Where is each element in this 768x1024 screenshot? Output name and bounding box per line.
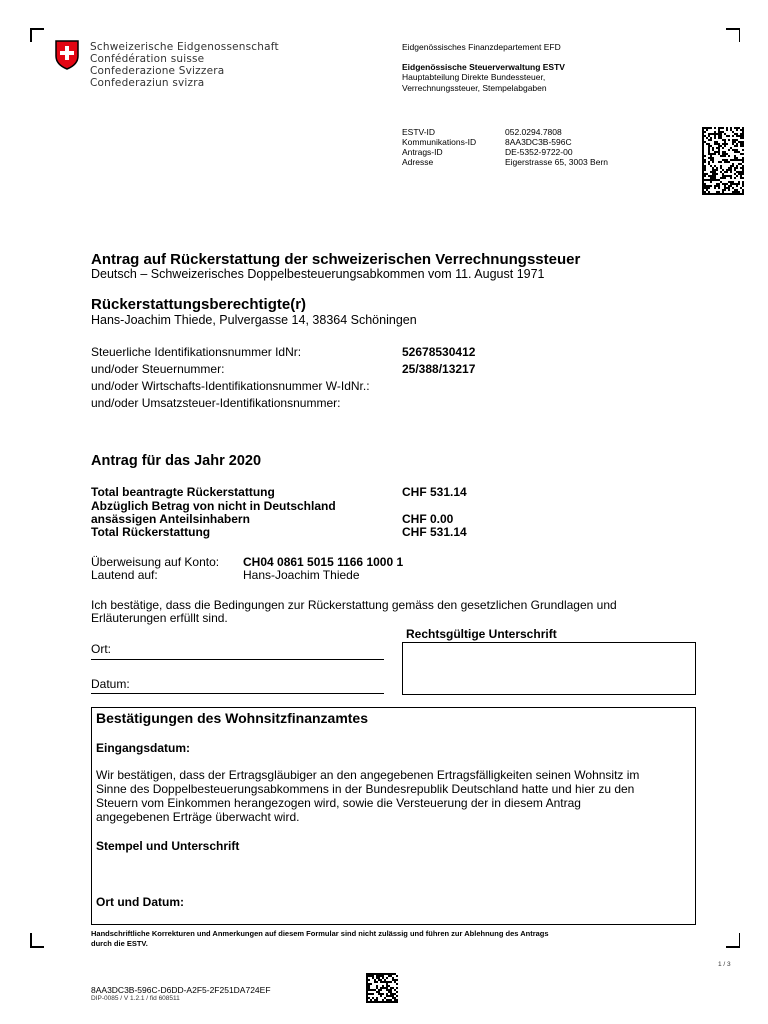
holder-value: Hans-Joachim Thiede (243, 568, 360, 582)
id-table (402, 127, 612, 167)
date-label: Datum: (91, 677, 130, 691)
statement-line: Sinne des Doppelbesteuerungsabkommens in der Bundesrepublik Deutschland hatte und hier zu den (96, 782, 635, 796)
notice-line: durch die ESTV. (91, 938, 148, 948)
confederation-line: Confédération suisse (90, 53, 205, 65)
confederation-line: Confederazione Svizzera (90, 65, 225, 77)
place-label: Ort: (91, 642, 111, 656)
tax-office-statement (96, 768, 692, 824)
place-date-label: Ort und Datum: (96, 895, 184, 909)
id-value: Eigerstrasse 65, 3003 Bern (505, 157, 609, 167)
confederation-line: Schweizerische Eidgenossenschaft (90, 41, 279, 53)
year-heading: Antrag für das Jahr 2020 (91, 453, 262, 469)
crop-mark-top-right (739, 28, 741, 42)
net-refund-label: Total Rückerstattung (91, 525, 211, 539)
datamatrix-code-icon (366, 973, 399, 1003)
department-name: Eidgenössisches Finanzdepartement EFD (402, 42, 561, 52)
id-label: Kommunikations-ID (402, 137, 477, 147)
deduction-value: CHF 0.00 (402, 512, 454, 526)
page-number: 1 / 3 (718, 961, 731, 968)
total-requested-value: CHF 531.14 (402, 485, 467, 499)
account-value: CH04 0861 5015 1166 1000 1 (243, 555, 404, 569)
deduction-label: Abzüglich Betrag von nicht in Deutschland (91, 499, 336, 513)
form-subtitle: Deutsch – Schweizerisches Doppelbesteuerungsabkommen vom 11. August 1971 (91, 267, 545, 281)
total-requested-label: Total beantragte Rückerstattung (91, 485, 275, 499)
division-line: Hauptabteilung Direkte Bundessteuer, (402, 72, 546, 82)
claimant-heading: Rückerstattungsberechtigte(r) (91, 296, 307, 313)
confirmation-text: Erläuterungen erfüllt sind. (91, 611, 228, 625)
id-label: ESTV-ID (402, 127, 436, 137)
statement-line: Wir bestätigen, dass der Ertragsgläubiger an den angegebenen Ertragsfälligkeiten seinen Wohnsitz im (96, 768, 640, 782)
stamp-signature-label: Stempel und Unterschrift (96, 839, 240, 853)
date-field[interactable] (91, 693, 384, 694)
deduction-label: ansässigen Anteilsinhabern (91, 512, 250, 526)
holder-label: Lautend auf: (91, 568, 158, 582)
handwriting-notice (91, 929, 549, 948)
statement-line: Steuern vom Einkommen herangezogen wird, sowie die Versteuerung der in diesem Antrag (96, 796, 581, 810)
confederation-name-block (90, 41, 279, 89)
signature-label: Rechtsgültige Unterschrift (406, 627, 557, 641)
administration-name: Eidgenössische Steuerverwaltung ESTV (402, 62, 565, 72)
crop-mark-top-left (30, 28, 32, 42)
statement-line: angegebenen Erträge überwacht wird. (96, 810, 300, 824)
crop-mark-bottom-right (739, 933, 741, 947)
id-value: DE-5352-9722-00 (505, 147, 573, 157)
id-label: Antrags-ID (402, 147, 443, 157)
crop-mark-bottom-left (30, 933, 32, 947)
id-row-value: 25/388/13217 (402, 362, 476, 376)
id-row-label: Steuerliche Identifikationsnummer IdNr: (91, 345, 302, 359)
id-label: Adresse (402, 157, 434, 167)
form-version: DIP-0085 / V 1.2.1 / fid 608511 (91, 995, 180, 1002)
claimant-name-address: Hans-Joachim Thiede, Pulvergasse 14, 38364 Schöningen (91, 313, 417, 327)
crop-mark-top-left (30, 28, 44, 30)
id-row-label: und/oder Wirtschafts-Identifikationsnummer W-IdNr.: (91, 379, 370, 393)
id-row-value: 52678530412 (402, 345, 476, 359)
id-row-label: und/oder Umsatzsteuer-Identifikationsnummer: (91, 396, 341, 410)
signature-field[interactable] (402, 642, 696, 695)
claimant-id-table (91, 345, 511, 413)
notice-line: Handschriftliche Korrekturen und Anmerkungen auf diesem Formular sind nicht zulässig und führen zur Ablehnung des Antrags (91, 929, 549, 938)
crop-mark-bottom-left (30, 946, 44, 948)
net-refund-value: CHF 531.14 (402, 525, 467, 539)
account-label: Überweisung auf Konto: (91, 555, 220, 569)
swiss-cross-shield-icon (54, 40, 80, 70)
datamatrix-code-icon (702, 127, 744, 195)
tax-office-heading: Bestätigungen des Wohnsitzfinanzamtes (96, 710, 368, 726)
form-title: Antrag auf Rückerstattung der schweizerischen Verrechnungssteuer (91, 251, 581, 268)
document-id: 8AA3DC3B-596C-D6DD-A2F5-2F251DA724EF (91, 985, 271, 995)
confirmation-text: Ich bestätige, dass die Bedingungen zur Rückerstattung gemäss den gesetzlichen Grundlagen und (91, 598, 617, 612)
confederation-line: Confederaziun svizra (90, 77, 205, 89)
id-value: 8AA3DC3B-596C (505, 137, 572, 147)
division-line: Verrechnungssteuer, Stempelabgaben (402, 83, 547, 93)
id-row-label: und/oder Steuernummer: (91, 362, 225, 376)
id-value: 052.0294.7808 (505, 127, 562, 137)
place-field[interactable] (91, 659, 384, 660)
receipt-date-label: Eingangsdatum: (96, 741, 191, 755)
